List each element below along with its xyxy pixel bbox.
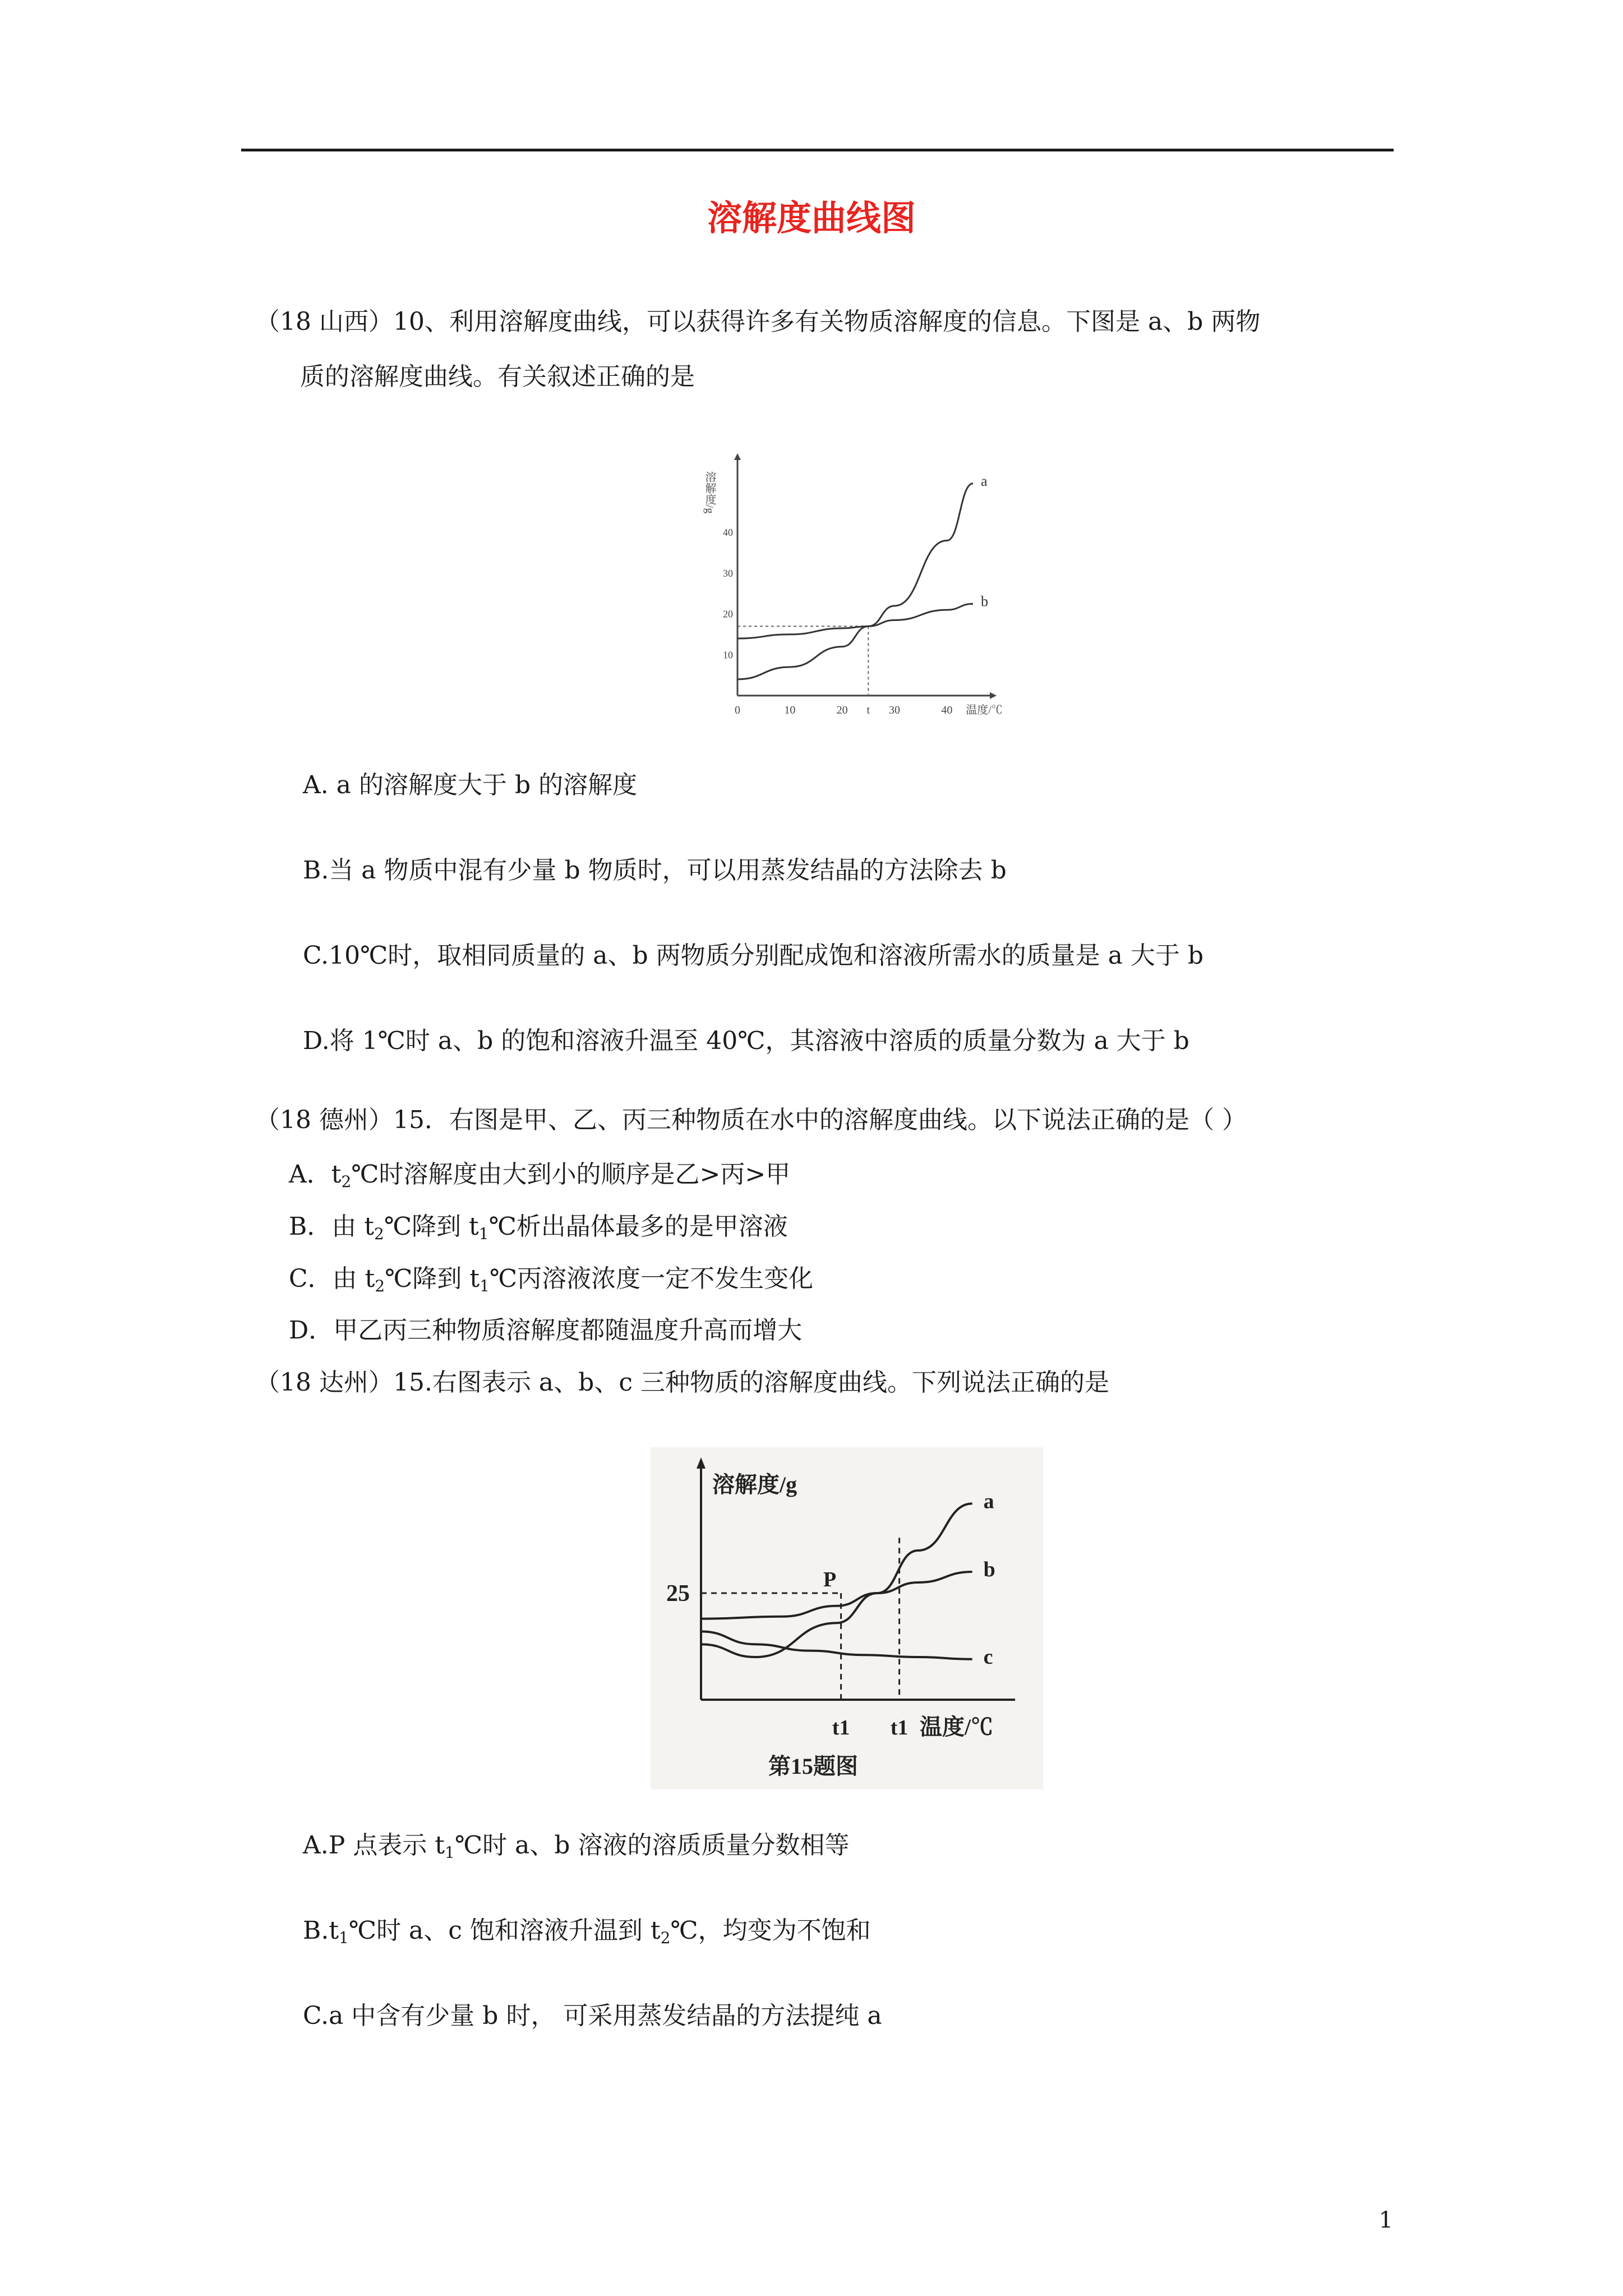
top-rule [241,149,1394,151]
q15dz-option-c: C．由 $t_2℃$降到 $t_1℃$丙溶液浓度一定不发生变化 [289,1264,814,1295]
series-b-line [737,604,973,638]
series-a-line [737,484,973,679]
x-axis-label: 温度/℃ [920,1714,994,1740]
x-tick-label: 0 [735,704,740,716]
q15dzh-option-c: C.a 中含有少量 b 时， 可采用蒸发结晶的方法提纯 a [303,2001,882,2030]
x-tick-label: 20 [836,704,848,716]
y-axis-arrow [734,453,741,460]
x-tick-label: 40 [941,704,953,716]
x-axis-label: 温度/℃ [966,704,1003,716]
chart-shanxi [670,449,1040,718]
x-axis-arrow [990,692,997,699]
chart-caption: 第15题图 [768,1754,858,1779]
q10-option-d: D.将 1℃时 a、b 的饱和溶液升温至 40℃，其溶液中溶质的质量分数为 a 大于 b [303,1027,1189,1055]
series-a-label: a [981,472,988,489]
y-tick-label: 10 [723,649,733,661]
chart1-group [703,453,1003,716]
x-tick-label: 30 [889,704,900,716]
q10-option-c: C.10℃时，取相同质量的 a、b 两物质分别配成饱和溶液所需水的质量是 a 大于 b [303,941,1204,970]
y-tick-label: 30 [723,567,733,579]
series-b-label: b [983,1558,995,1581]
q10-option-a: A. a 的溶解度大于 b 的溶解度 [303,771,638,799]
series-b-label: b [981,593,988,610]
q15dz-line1: （18 德州）15．右图是甲、乙、丙三种物质在水中的溶解度曲线。以下说法正确的是（ ） [255,1106,1247,1134]
point-p-label: P [823,1568,837,1591]
x-tick-label: t [866,704,870,716]
page-title: 溶解度曲线图 [707,197,916,238]
y-tick-label: 25 [666,1581,690,1607]
x-tick-label: 10 [784,704,796,716]
series-c-label: c [983,1645,993,1669]
x-tick-label: t1 [890,1716,909,1740]
q15dz-option-d: D．甲乙丙三种物质溶解度都随温度升高而增大 [289,1316,803,1345]
page-number: 1 [1378,2207,1393,2233]
q15dz-option-a: A．$t_2℃$时溶解度由大到小的顺序是乙>丙>甲 [289,1160,791,1191]
y-axis-label: 溶解度/g [712,1472,797,1497]
y-tick-label: 20 [723,608,733,620]
q10-option-b: B.当 a 物质中混有少量 b 物质时，可以用蒸发结晶的方法除去 b [303,856,1007,885]
q15dzh-option-b: $B.t_1℃$时 a、c 饱和溶液升温到 $t_2℃$，均变为不饱和 [303,1916,871,1947]
chart-dazhou [651,1447,1043,1789]
q10-line2: 质的溶解度曲线。有关叙述正确的是 [300,362,695,391]
y-tick-label: 40 [723,527,733,539]
q10-line1: （18 山西）10、利用溶解度曲线，可以获得许多有关物质溶解度的信息。下图是 a、b 两物 [255,307,1261,336]
x-tick-label: t1 [832,1716,850,1740]
q15dzh-line1: （18 达州）15.右图表示 a、b、c 三种物质的溶解度曲线。下列说法正确的是 [255,1368,1109,1397]
y-axis-label: 溶解度/g [703,471,716,514]
q15dzh-option-a: A.P 点表示 $t_1℃$时 a、b 溶液的溶质质量分数相等 [303,1831,850,1862]
q15dz-option-b: B．由 $t_2℃$降到 $t_1℃$析出晶体最多的是甲溶液 [289,1212,788,1243]
series-a-label: a [983,1489,994,1513]
